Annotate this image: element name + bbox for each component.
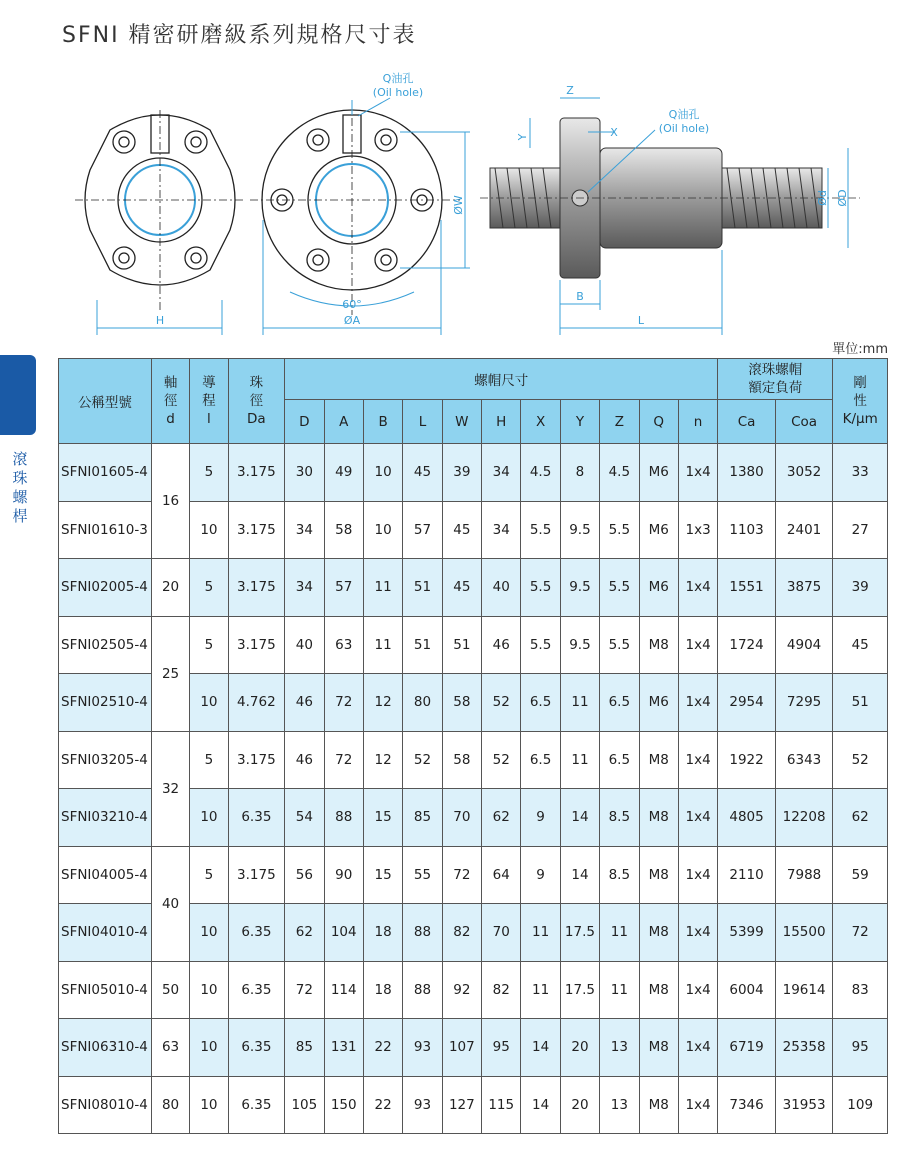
header-nut: 螺帽尺寸: [285, 359, 718, 400]
cell-l: 57: [403, 501, 442, 559]
cell-z: 5.5: [600, 616, 639, 674]
cell-y: 9.5: [560, 559, 599, 617]
cell-x: 11: [521, 904, 560, 962]
cell-q: M6: [639, 674, 678, 732]
cell-z: 6.5: [600, 674, 639, 732]
cell-q: M8: [639, 616, 678, 674]
cell-l: 45: [403, 444, 442, 502]
cell-h: 40: [482, 559, 521, 617]
cell-z: 4.5: [600, 444, 639, 502]
header-col-ca: Ca: [718, 400, 776, 444]
cell-n: 1x4: [678, 846, 717, 904]
cell-n: 1x4: [678, 559, 717, 617]
cell-da: 3.175: [228, 444, 285, 502]
cell-a: 58: [324, 501, 363, 559]
cell-y: 20: [560, 1076, 599, 1134]
cell-h: 62: [482, 789, 521, 847]
cell-b: 12: [363, 674, 402, 732]
cell-da: 6.35: [228, 904, 285, 962]
cell-a: 88: [324, 789, 363, 847]
header-model: 公稱型號: [59, 359, 152, 444]
oil-hole-label-cn-side: Q油孔: [668, 108, 700, 121]
cell-k: 59: [833, 846, 888, 904]
shaft-diameter-cell: 20: [151, 559, 189, 617]
cell-a: 114: [324, 961, 363, 1019]
cell-y: 9.5: [560, 501, 599, 559]
cell-z: 6.5: [600, 731, 639, 789]
cell-coa: 2401: [775, 501, 833, 559]
flange-front-view-round: [250, 102, 460, 315]
cell-ca: 1724: [718, 616, 776, 674]
cell-h: 52: [482, 731, 521, 789]
model-cell: SFNI01605-4: [59, 444, 152, 502]
cell-d: 72: [285, 961, 324, 1019]
cell-coa: 3052: [775, 444, 833, 502]
header-col-n: n: [678, 400, 717, 444]
cell-n: 1x4: [678, 1076, 717, 1134]
cell-coa: 4904: [775, 616, 833, 674]
cell-q: M8: [639, 1076, 678, 1134]
cell-w: 58: [442, 674, 481, 732]
cell-a: 72: [324, 731, 363, 789]
cell-z: 8.5: [600, 789, 639, 847]
cell-d: 54: [285, 789, 324, 847]
dim-H-label: H: [155, 314, 165, 327]
cell-w: 72: [442, 846, 481, 904]
dim-d-label: Ød: [816, 190, 829, 206]
cell-l: 80: [403, 674, 442, 732]
table-row: [59, 846, 888, 904]
cell-z: 11: [600, 961, 639, 1019]
cell-a: 63: [324, 616, 363, 674]
cell-y: 17.5: [560, 904, 599, 962]
cell-z: 5.5: [600, 501, 639, 559]
shaft-diameter-cell: 80: [151, 1076, 189, 1134]
cell-b: 10: [363, 444, 402, 502]
cell-q: M8: [639, 904, 678, 962]
cell-x: 6.5: [521, 674, 560, 732]
dim-B-label: B: [576, 290, 584, 303]
cell-x: 5.5: [521, 616, 560, 674]
cell-ca: 7346: [718, 1076, 776, 1134]
cell-l: 10: [190, 1019, 228, 1077]
cell-n: 1x4: [678, 904, 717, 962]
cell-q: M8: [639, 846, 678, 904]
header-stiffness: 剛 性 K/μm: [833, 359, 888, 444]
cell-l: 88: [403, 961, 442, 1019]
model-cell: SFNI02510-4: [59, 674, 152, 732]
model-cell: SFNI04005-4: [59, 846, 152, 904]
cell-a: 131: [324, 1019, 363, 1077]
cell-ca: 1380: [718, 444, 776, 502]
cell-q: M8: [639, 961, 678, 1019]
cell-y: 8: [560, 444, 599, 502]
cell-b: 18: [363, 904, 402, 962]
cell-h: 115: [482, 1076, 521, 1134]
cell-ca: 1103: [718, 501, 776, 559]
cell-n: 1x4: [678, 961, 717, 1019]
cell-h: 95: [482, 1019, 521, 1077]
cell-da: 3.175: [228, 731, 285, 789]
shaft-diameter-cell: 63: [151, 1019, 189, 1077]
cell-d: 34: [285, 501, 324, 559]
dim-L-label: L: [637, 314, 645, 327]
cell-k: 95: [833, 1019, 888, 1077]
cell-ca: 1551: [718, 559, 776, 617]
cell-a: 72: [324, 674, 363, 732]
header-col-l: L: [403, 400, 442, 444]
cell-d: 40: [285, 616, 324, 674]
cell-w: 45: [442, 501, 481, 559]
cell-n: 1x4: [678, 674, 717, 732]
model-cell: SFNI02505-4: [59, 616, 152, 674]
cell-h: 52: [482, 674, 521, 732]
cell-d: 34: [285, 559, 324, 617]
cell-b: 22: [363, 1019, 402, 1077]
shaft-diameter-cell: 40: [151, 846, 189, 961]
cell-d: 56: [285, 846, 324, 904]
cell-y: 17.5: [560, 961, 599, 1019]
cell-d: 62: [285, 904, 324, 962]
cell-b: 11: [363, 616, 402, 674]
shaft-diameter-cell: 25: [151, 616, 189, 731]
cell-x: 9: [521, 789, 560, 847]
cell-k: 83: [833, 961, 888, 1019]
cell-l: 10: [190, 904, 228, 962]
header-col-d: D: [285, 400, 324, 444]
cell-da: 6.35: [228, 961, 285, 1019]
table-row: [59, 1076, 888, 1134]
dim-A-label: ØA: [343, 314, 361, 327]
model-cell: SFNI03210-4: [59, 789, 152, 847]
cell-y: 14: [560, 789, 599, 847]
oil-hole-label-en-side: (Oil hole): [658, 122, 710, 135]
cell-k: 72: [833, 904, 888, 962]
cell-n: 1x4: [678, 731, 717, 789]
table-row: [59, 444, 888, 502]
header-col-coa: Coa: [775, 400, 833, 444]
cell-q: M8: [639, 731, 678, 789]
header-col-z: Z: [600, 400, 639, 444]
cell-k: 109: [833, 1076, 888, 1134]
cell-y: 11: [560, 731, 599, 789]
cell-b: 12: [363, 731, 402, 789]
cell-h: 34: [482, 501, 521, 559]
cell-y: 14: [560, 846, 599, 904]
cell-l: 88: [403, 904, 442, 962]
cell-da: 6.35: [228, 1076, 285, 1134]
table-row: [59, 961, 888, 1019]
cell-ca: 6004: [718, 961, 776, 1019]
cell-l: 52: [403, 731, 442, 789]
model-cell: SFNI02005-4: [59, 559, 152, 617]
cell-z: 8.5: [600, 846, 639, 904]
cell-l: 51: [403, 616, 442, 674]
cell-coa: 25358: [775, 1019, 833, 1077]
cell-w: 51: [442, 616, 481, 674]
dim-X-label: X: [610, 126, 618, 139]
cell-n: 1x4: [678, 616, 717, 674]
cell-a: 57: [324, 559, 363, 617]
cell-coa: 7988: [775, 846, 833, 904]
cell-w: 45: [442, 559, 481, 617]
cell-y: 11: [560, 674, 599, 732]
cell-da: 3.175: [228, 501, 285, 559]
model-cell: SFNI08010-4: [59, 1076, 152, 1134]
cell-l: 5: [190, 846, 228, 904]
cell-l: 10: [190, 961, 228, 1019]
model-cell: SFNI06310-4: [59, 1019, 152, 1077]
cell-z: 13: [600, 1076, 639, 1134]
cell-x: 11: [521, 961, 560, 1019]
shaft-diameter-cell: 32: [151, 731, 189, 846]
cell-w: 107: [442, 1019, 481, 1077]
cell-b: 15: [363, 846, 402, 904]
cell-z: 11: [600, 904, 639, 962]
flange-front-view-flat: [75, 110, 245, 310]
table-row: [59, 559, 888, 617]
cell-k: 51: [833, 674, 888, 732]
section-side-tab: [0, 355, 36, 435]
cell-l: 5: [190, 616, 228, 674]
header-col-x: X: [521, 400, 560, 444]
cell-n: 1x4: [678, 789, 717, 847]
cell-x: 5.5: [521, 501, 560, 559]
page-title: SFNI 精密研磨級系列規格尺寸表: [62, 23, 417, 48]
cell-k: 45: [833, 616, 888, 674]
nut-dimension-drawing: [0, 70, 900, 340]
cell-da: 3.175: [228, 846, 285, 904]
cell-k: 33: [833, 444, 888, 502]
cell-l: 10: [190, 789, 228, 847]
cell-q: M8: [639, 789, 678, 847]
cell-ca: 6719: [718, 1019, 776, 1077]
cell-da: 6.35: [228, 789, 285, 847]
cell-q: M6: [639, 559, 678, 617]
oil-hole-label-cn: Q油孔: [382, 72, 414, 85]
cell-k: 62: [833, 789, 888, 847]
cell-n: 1x4: [678, 444, 717, 502]
model-cell: SFNI05010-4: [59, 961, 152, 1019]
cell-l: 5: [190, 559, 228, 617]
table-row: [59, 1019, 888, 1077]
cell-coa: 3875: [775, 559, 833, 617]
cell-da: 6.35: [228, 1019, 285, 1077]
table-row: [59, 616, 888, 674]
header-shaft: 軸 徑 d: [151, 359, 189, 444]
cell-l: 10: [190, 501, 228, 559]
cell-w: 82: [442, 904, 481, 962]
model-cell: SFNI01610-3: [59, 501, 152, 559]
cell-w: 39: [442, 444, 481, 502]
cell-a: 90: [324, 846, 363, 904]
cell-k: 27: [833, 501, 888, 559]
cell-y: 20: [560, 1019, 599, 1077]
cell-l: 51: [403, 559, 442, 617]
cell-coa: 19614: [775, 961, 833, 1019]
cell-a: 150: [324, 1076, 363, 1134]
cell-d: 105: [285, 1076, 324, 1134]
header-col-a: A: [324, 400, 363, 444]
cell-b: 11: [363, 559, 402, 617]
cell-ca: 2110: [718, 846, 776, 904]
cell-a: 104: [324, 904, 363, 962]
cell-b: 22: [363, 1076, 402, 1134]
dim-D-label: ØD: [836, 189, 849, 207]
cell-z: 13: [600, 1019, 639, 1077]
cell-x: 6.5: [521, 731, 560, 789]
cell-w: 92: [442, 961, 481, 1019]
oil-hole-label-en: (Oil hole): [372, 86, 424, 99]
cell-k: 39: [833, 559, 888, 617]
cell-l: 10: [190, 674, 228, 732]
header-ball: 珠 徑 Da: [228, 359, 285, 444]
cell-q: M8: [639, 1019, 678, 1077]
cell-b: 10: [363, 501, 402, 559]
cell-x: 5.5: [521, 559, 560, 617]
header-lead: 導 程 l: [190, 359, 228, 444]
cell-x: 4.5: [521, 444, 560, 502]
cell-x: 14: [521, 1076, 560, 1134]
cell-ca: 2954: [718, 674, 776, 732]
cell-w: 127: [442, 1076, 481, 1134]
cell-coa: 6343: [775, 731, 833, 789]
cell-a: 49: [324, 444, 363, 502]
cell-coa: 31953: [775, 1076, 833, 1134]
cell-x: 9: [521, 846, 560, 904]
angle-label: 60°: [342, 298, 362, 311]
model-cell: SFNI04010-4: [59, 904, 152, 962]
cell-l: 5: [190, 444, 228, 502]
header-col-b: B: [363, 400, 402, 444]
cell-l: 93: [403, 1019, 442, 1077]
dim-Y-label: Y: [516, 133, 529, 141]
table-row: [59, 731, 888, 789]
cell-coa: 15500: [775, 904, 833, 962]
cell-h: 46: [482, 616, 521, 674]
cell-l: 5: [190, 731, 228, 789]
cell-l: 10: [190, 1076, 228, 1134]
cell-k: 52: [833, 731, 888, 789]
cell-l: 93: [403, 1076, 442, 1134]
header-col-y: Y: [560, 400, 599, 444]
header-col-q: Q: [639, 400, 678, 444]
cell-h: 70: [482, 904, 521, 962]
cell-coa: 7295: [775, 674, 833, 732]
cell-ca: 4805: [718, 789, 776, 847]
cell-b: 18: [363, 961, 402, 1019]
cell-da: 3.175: [228, 616, 285, 674]
cell-ca: 5399: [718, 904, 776, 962]
cell-z: 5.5: [600, 559, 639, 617]
cell-q: M6: [639, 501, 678, 559]
header-load: 滾珠螺帽 額定負荷: [718, 359, 833, 400]
section-side-label: 滾珠螺桿: [12, 450, 28, 525]
unit-label: 單位:mm: [832, 342, 888, 357]
cell-da: 4.762: [228, 674, 285, 732]
cell-coa: 12208: [775, 789, 833, 847]
cell-y: 9.5: [560, 616, 599, 674]
cell-x: 14: [521, 1019, 560, 1077]
cell-d: 85: [285, 1019, 324, 1077]
cell-w: 58: [442, 731, 481, 789]
cell-h: 34: [482, 444, 521, 502]
shaft-diameter-cell: 50: [151, 961, 189, 1019]
cell-w: 70: [442, 789, 481, 847]
model-cell: SFNI03205-4: [59, 731, 152, 789]
cell-b: 15: [363, 789, 402, 847]
cell-l: 85: [403, 789, 442, 847]
dim-W-label: ØW: [452, 195, 465, 215]
cell-d: 30: [285, 444, 324, 502]
cell-h: 64: [482, 846, 521, 904]
cell-da: 3.175: [228, 559, 285, 617]
dim-Z-label: Z: [566, 84, 574, 97]
cell-ca: 1922: [718, 731, 776, 789]
spec-table: [58, 358, 888, 1134]
cell-l: 55: [403, 846, 442, 904]
ball-screw-side-view: [480, 118, 860, 278]
cell-q: M6: [639, 444, 678, 502]
header-col-h: H: [482, 400, 521, 444]
cell-h: 82: [482, 961, 521, 1019]
header-col-w: W: [442, 400, 481, 444]
cell-d: 46: [285, 731, 324, 789]
shaft-diameter-cell: 16: [151, 444, 189, 559]
cell-n: 1x4: [678, 1019, 717, 1077]
cell-d: 46: [285, 674, 324, 732]
cell-n: 1x3: [678, 501, 717, 559]
